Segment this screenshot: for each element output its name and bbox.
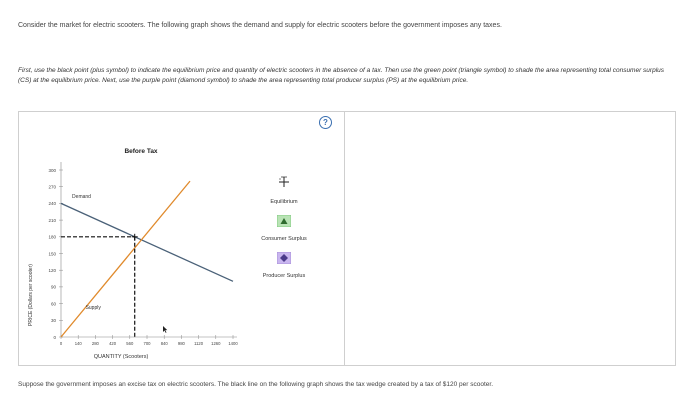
consumer-surplus-label: Consumer Surplus <box>261 236 307 242</box>
x-tick-label: 420 <box>109 341 117 346</box>
x-tick-label: 980 <box>177 341 185 346</box>
y-tick-label: 60 <box>50 301 56 307</box>
y-tick-label: 30 <box>50 318 56 324</box>
x-tick-label: 1260 <box>211 341 221 346</box>
x-tick-label: 700 <box>143 341 151 346</box>
mouse-cursor-icon <box>163 326 167 333</box>
chart-title: Before Tax <box>124 148 158 155</box>
y-tick-label: 180 <box>48 234 56 240</box>
x-tick-label: 840 <box>160 341 168 346</box>
triangle-icon <box>277 215 291 227</box>
x-tick-label: 140 <box>74 341 82 346</box>
y-tick-label: 300 <box>48 167 56 173</box>
consumer-surplus-tool[interactable] <box>277 214 291 226</box>
legend-panel <box>343 111 676 366</box>
supply-curve <box>61 181 190 337</box>
y-tick-label: 120 <box>48 268 56 273</box>
x-axis-label: QUANTITY (Scooters) <box>93 354 149 360</box>
y-tick-label: 150 <box>48 251 56 257</box>
equilibrium-tool[interactable] <box>278 175 290 189</box>
producer-surplus-tool[interactable] <box>277 251 291 263</box>
supply-label: Supply <box>85 305 101 312</box>
x-tick-label: 280 <box>91 341 99 346</box>
question-intro: Consider the market for electric scooters. The following graph shows the demand and supply for electric scooters before the government imposes any taxes. <box>18 22 502 29</box>
y-axis-label: PRICE (Dollars per scooter) <box>28 264 34 326</box>
y-tick-label: 240 <box>48 201 56 207</box>
x-tick-label: 1400 <box>228 341 238 346</box>
demand-curve <box>61 203 233 281</box>
x-tick-label: 1120 <box>194 341 204 346</box>
y-tick-label: 270 <box>48 184 56 190</box>
plus-icon <box>278 175 290 189</box>
diamond-icon <box>277 252 291 264</box>
followup-text: Suppose the government imposes an excise tax on electric scooters. The black line on the following graph shows the tax wedge created by a tax of $120 per scooter. <box>18 381 494 388</box>
help-icon[interactable]: ? <box>319 116 332 129</box>
y-tick-label: 90 <box>50 284 56 290</box>
x-tick-label: 560 <box>126 341 134 346</box>
producer-surplus-label: Producer Surplus <box>262 273 306 279</box>
question-instructions: First, use the black point (plus symbol) to indicate the equilibrium price and quantity of electric scooters in the absence of a tax. Then use the green point (triangle symbol) to shade the area representing total consumer surplus (CS) at the equilibrium price. Next, use the purple point (diamond symbol) to shade the area representing total producer surplus (PS) at the equilibrium price. <box>18 67 665 84</box>
y-tick-label: 210 <box>48 217 56 223</box>
x-tick-label: 0 <box>59 341 63 346</box>
demand-label: Demand <box>72 193 91 200</box>
equilibrium-label: Equilibrium <box>270 199 298 205</box>
y-tick-label: 0 <box>53 334 56 340</box>
